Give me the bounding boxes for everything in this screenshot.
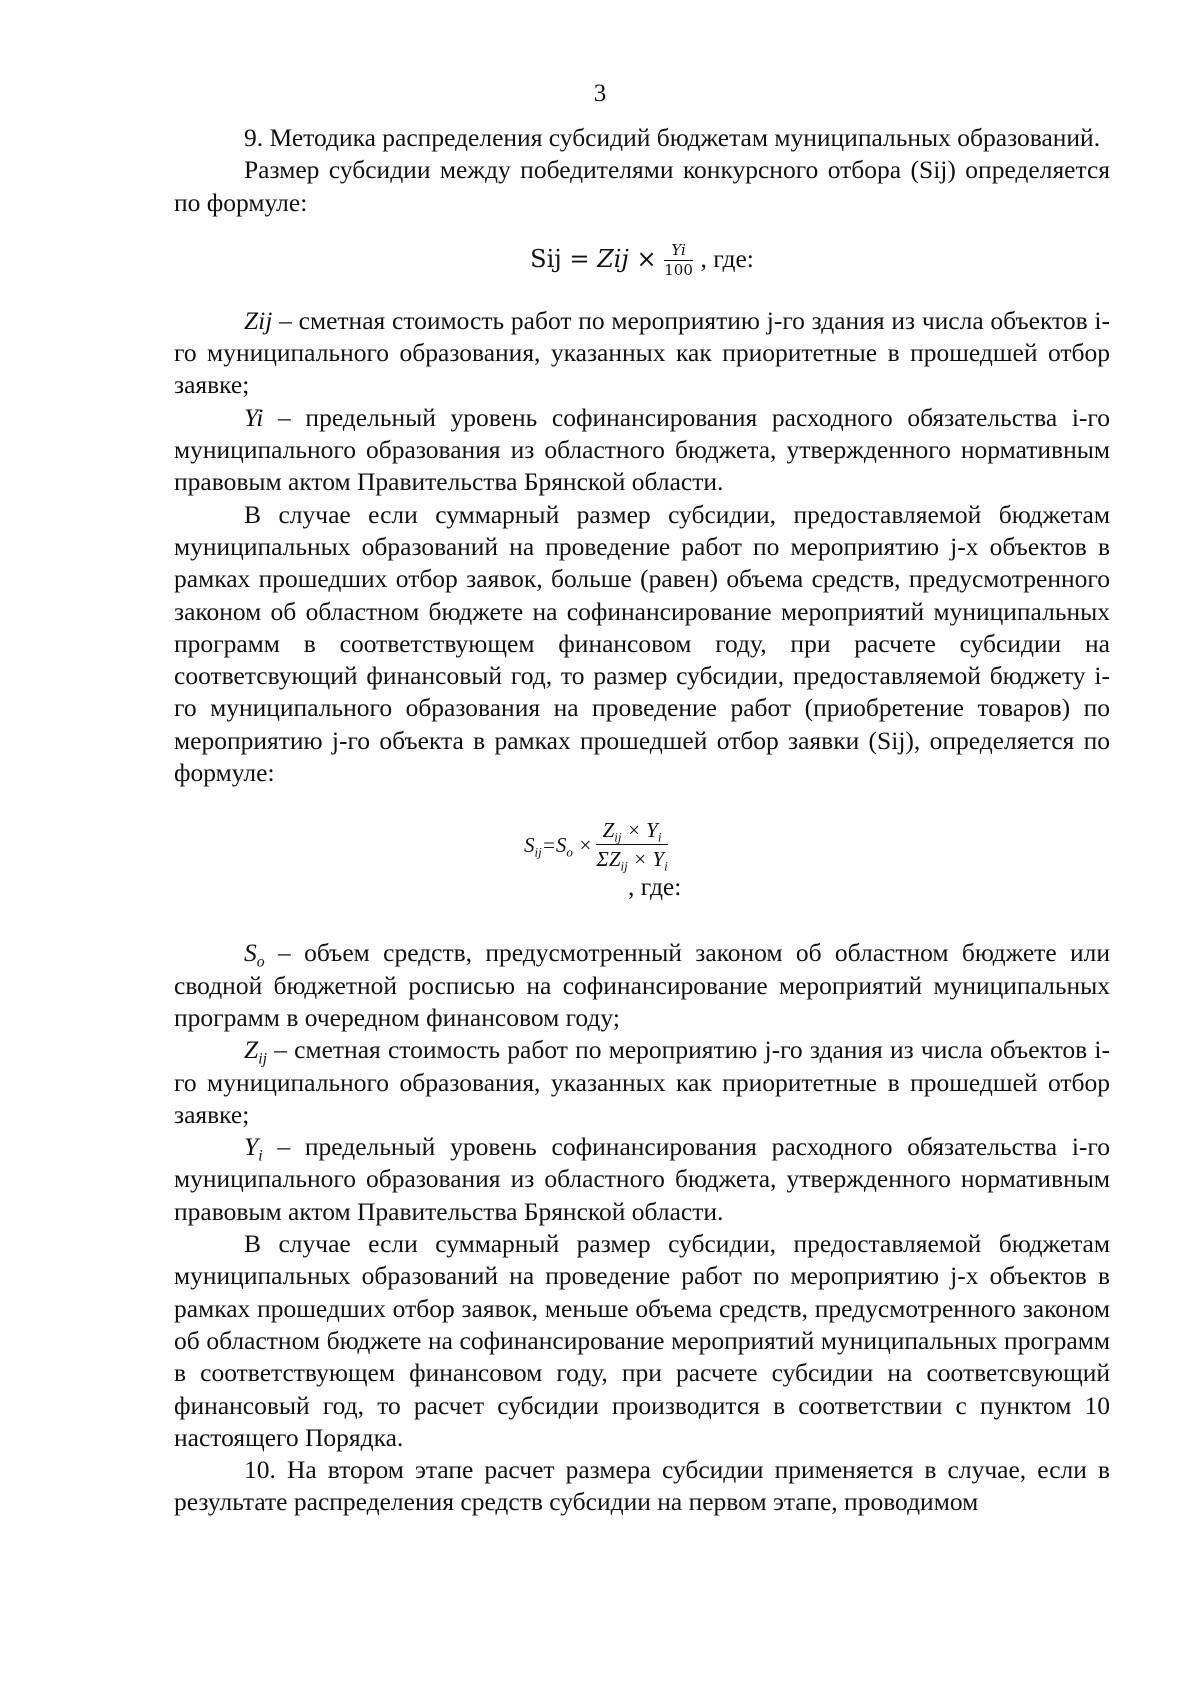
definition-yi-2-text: – предельный уровень софинансирования расходного обязательства i-го муниципального образования из областного бюджета, утвержденного нормативным правовым актом Правительства Брянской области. xyxy=(174,1132,1110,1226)
formula2-s: S xyxy=(555,833,567,858)
formula2-num-y: Y xyxy=(646,818,658,843)
definition-yi-2-sub: i xyxy=(258,1147,263,1165)
formula2-where: , где: xyxy=(628,872,682,902)
page-number: 3 xyxy=(593,80,607,107)
formula1-where: , где: xyxy=(700,243,754,273)
definition-so xyxy=(174,937,1110,1034)
document-body xyxy=(174,122,1110,1519)
paragraph-subsidy-size-intro: Размер субсидии между победителями конкурсного отбора (Sij) определяется по формуле: xyxy=(174,155,1110,217)
formula-subsidy-proportional xyxy=(174,819,1110,911)
formula1-eq: = xyxy=(561,244,598,273)
formula2-den-y: Y xyxy=(652,847,665,872)
definition-so-sub: o xyxy=(256,953,265,971)
formula2-numerator xyxy=(596,819,667,845)
definition-zij-symbol: Zij xyxy=(244,305,273,335)
formula1-z: Zij xyxy=(597,244,629,273)
definition-zij-2-text: – сметная стоимость работ по мероприятию j-го здания из числа объектов i-го муниципального образования, указанных как приоритетные в прошедшей отбор заявке; xyxy=(174,1035,1110,1129)
definition-zij-2 xyxy=(174,1034,1110,1131)
formula1-times: × xyxy=(628,244,665,273)
definition-yi-2-symbol: Y xyxy=(244,1132,259,1162)
formula2-lhs-sub: ij xyxy=(534,844,542,860)
formula2-den-z-sub: ij xyxy=(620,858,628,874)
definition-so-symbol: S xyxy=(244,938,257,968)
definition-yi-symbol: Yi xyxy=(244,402,264,432)
formula1-numerator: Yi xyxy=(664,243,693,261)
formula2-num-y-sub: i xyxy=(657,829,662,845)
formula2-den-sigma: ΣZ xyxy=(596,847,621,872)
definition-yi-2 xyxy=(174,1131,1110,1228)
definition-zij-2-sub: ij xyxy=(258,1050,267,1068)
formula2-num-z-sub: ij xyxy=(614,829,622,845)
formula2-s-sub: o xyxy=(566,844,573,860)
definition-so-text: – объем средств, предусмотренный законом об областном бюджете или сводной бюджетной росписью на софинансирование мероприятий муниципальных программ в очередном финансовом году; xyxy=(174,938,1110,1032)
definition-yi xyxy=(174,402,1110,499)
formula2-times: × xyxy=(572,833,593,858)
definition-yi-text: – предельный уровень софинансирования расходного обязательства i-го муниципального образования из областного бюджета, утвержденного нормативным правовым актом Правительства Брянской области. xyxy=(174,402,1110,497)
formula1-lhs: Sij xyxy=(530,244,562,273)
paragraph-methodology-title: 9. Методика распределения субсидий бюджетам муниципальных образований. xyxy=(244,123,1101,152)
paragraph-second-stage: 10. На втором этапе расчет размера субсидии применяется в случае, если в результате распределения средств субсидии на первом этапе, проводимом xyxy=(174,1455,1110,1517)
formula2-fraction xyxy=(596,818,668,874)
definition-zij-2-symbol: Z xyxy=(244,1035,259,1065)
formula2-eq: = xyxy=(541,833,556,858)
formula2-lhs: S xyxy=(524,833,535,858)
formula1-fraction xyxy=(664,240,693,279)
formula1-denominator: 100 xyxy=(664,260,693,279)
formula2-num-times: × xyxy=(621,818,647,843)
paragraph-case-less: В случае если суммарный размер субсидии, предоставляемой бюджетам муниципальных образований на проведение работ по мероприятию j-х объектов в рамках прошедших отбор заявок, меньше объема средств, предусмотренного законом об областном бюджете на софинансирование мероприятий муниципальных программ в соответствующем финансовом году, при расчете субсидии на соответсвующий финансовый год, то расчет субсидии производится в соответствии с пунктом 10 настоящего Порядка. xyxy=(174,1229,1110,1452)
formula2-denominator xyxy=(596,845,668,874)
paragraph-case-greater: В случае если суммарный размер субсидии, предоставляемой бюджетам муниципальных образований на проведение работ по мероприятию j-х объектов в рамках прошедших отбор заявок, больше (равен) объема средств, предусмотренного законом об областном бюджете на софинансирование мероприятий муниципальных программ в соответствующем финансовом году, при расчете субсидии на соответсвующий финансовый год, то размер субсидии, предоставляемой бюджету i-го муниципального образования на проведение работ (приобретение товаров) по мероприятию j-го объекта в рамках прошедшей отбор заявки (Sij), определяется по формуле: xyxy=(174,499,1110,788)
definition-zij xyxy=(174,305,1110,402)
formula-subsidy-basic xyxy=(174,239,1110,279)
formula2-num-z: Z xyxy=(602,818,615,843)
formula2-den-y-sub: i xyxy=(664,858,668,874)
formula2-den-times: × xyxy=(627,847,653,872)
definition-zij-text: – сметная стоимость работ по мероприятию j-го здания из числа объектов i-го муниципального образования, указанных как приоритетные в прошедшей отбор заявке; xyxy=(174,305,1110,400)
